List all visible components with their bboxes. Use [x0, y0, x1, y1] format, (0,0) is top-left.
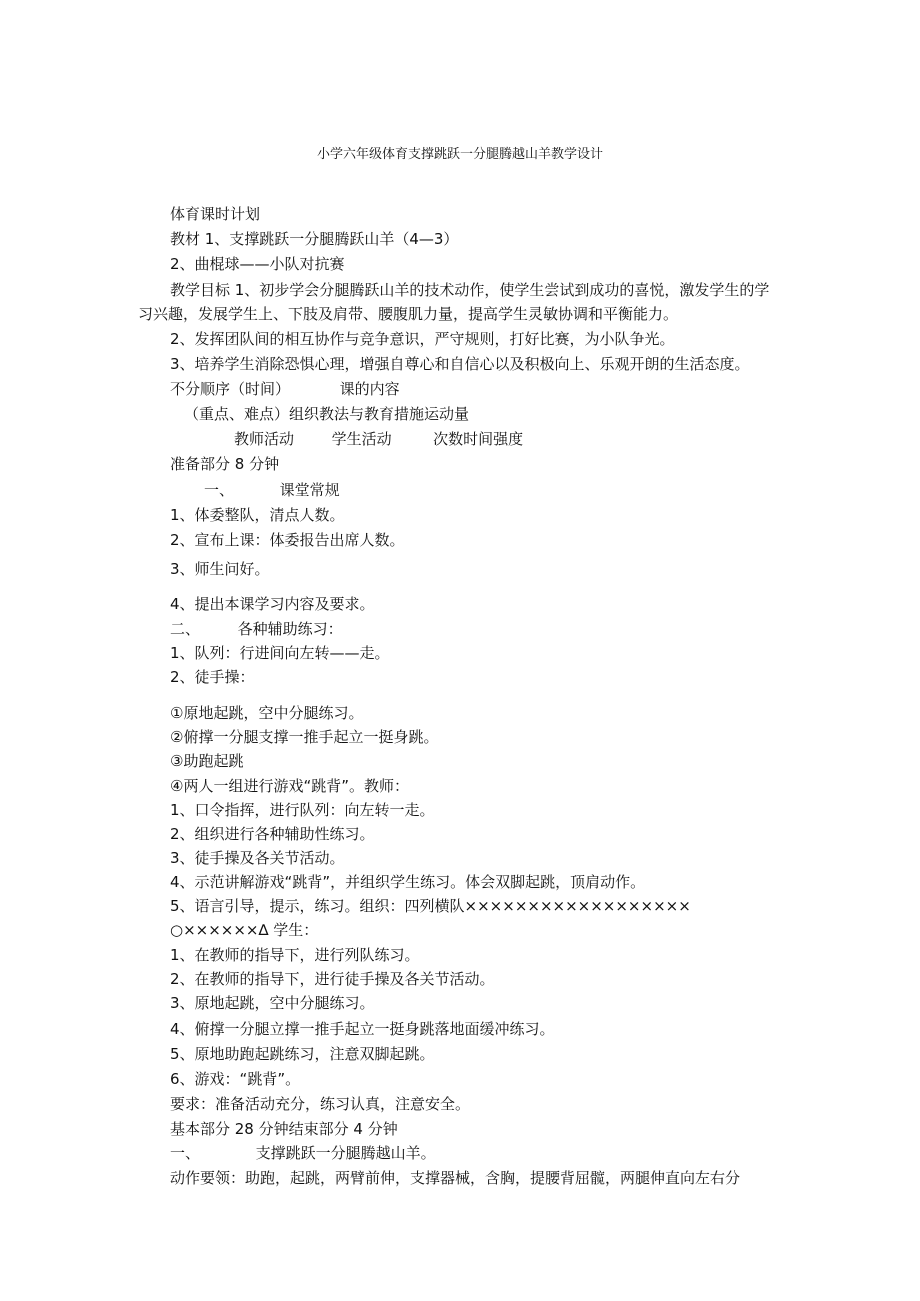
- routine-3: 3、师生问好。: [170, 560, 270, 578]
- student-4: 4、俯撑一分腿立撑一推手起立一挺身跳落地面缓冲练习。: [170, 1020, 555, 1038]
- document-title: 小学六年级体育支撑跳跃一分腿腾越山羊教学设计: [316, 147, 603, 162]
- circled-3: ③助跑起跳: [170, 752, 244, 770]
- material-line-1: 教材 1、支撑跳跃一分腿腾跃山羊（4—3）: [170, 230, 459, 248]
- section-1-number: 一、: [204, 481, 235, 499]
- aux-1: 1、队列：行进间向左转——走。: [170, 644, 390, 662]
- material-line-2: 2、曲棍球——小队对抗赛: [170, 255, 345, 273]
- circled-1: ①原地起跳，空中分腿练习。: [170, 704, 364, 722]
- essentials-line: 动作要领：助跑，起跳，两臂前伸，支撑器械，含胸，提腰背屈髋，两腿伸直向左右分: [170, 1169, 741, 1187]
- circled-4: ④两人一组进行游戏“跳背”。教师：: [170, 777, 409, 795]
- teacher-4: 4、示范讲解游戏“跳背”，并组织学生练习。体会双脚起跳，顶肩动作。: [170, 873, 646, 891]
- routine-2: 2、宣布上课：体委报告出席人数。: [170, 531, 405, 549]
- student-1: 1、在教师的指导下，进行列队练习。: [170, 946, 420, 964]
- goal-line-1b: 习兴趣，发展学生上、下肢及肩带、腰腹肌力量，提高学生灵敏协调和平衡能力。: [138, 305, 679, 323]
- basic-section-1: [170, 1143, 436, 1163]
- count-time-intensity-label: 次数时间强度: [433, 430, 524, 448]
- student-2: 2、在教师的指导下，进行徒手操及各关节活动。: [170, 970, 495, 988]
- basic-section-1-title: 支撑跳跃一分腿腾越山羊。: [255, 1144, 436, 1162]
- teacher-1: 1、口令指挥，进行队列：向左转一走。: [170, 801, 435, 819]
- keypoints-line: （重点、难点）组织教法与教育措施运动量: [184, 405, 470, 423]
- student-6: 6、游戏：“跳背”。: [170, 1070, 301, 1088]
- section-2-title: 各种辅助练习：: [237, 620, 343, 638]
- plan-heading: 体育课时计划: [170, 205, 261, 223]
- basic-section-1-number: 一、: [170, 1144, 201, 1162]
- teacher-activity-label: 教师活动: [234, 430, 295, 448]
- order-label: 不分顺序（时间）: [170, 380, 291, 398]
- prep-part: 准备部分 8 分钟: [170, 455, 280, 473]
- student-5: 5、原地助跑起跳练习，注意双脚起跳。: [170, 1045, 435, 1063]
- teacher-5: 5、语言引导，提示，练习。组织：四列横队××××××××××××××××××: [170, 897, 691, 915]
- routine-4: 4、提出本课学习内容及要求。: [170, 595, 375, 613]
- section-1-heading: [204, 480, 340, 500]
- formation-line: ○××××××∆ 学生：: [170, 921, 319, 939]
- activity-header: [234, 429, 523, 449]
- teacher-3: 3、徒手操及各关节活动。: [170, 849, 345, 867]
- content-label: 课的内容: [339, 380, 400, 398]
- aux-2: 2、徒手操：: [170, 668, 255, 686]
- goal-line-3: 3、培养学生消除恐惧心理，增强自尊心和自信心以及积极向上、乐观开朗的生活态度。: [170, 355, 750, 373]
- student-3: 3、原地起跳，空中分腿练习。: [170, 994, 375, 1012]
- order-line: [170, 379, 400, 399]
- goal-line-1a: 教学目标 1、初步学会分腿腾跃山羊的技术动作，使学生尝试到成功的喜悦，激发学生的学: [170, 281, 770, 299]
- requirement: 要求：准备活动充分，练习认真，注意安全。: [170, 1095, 471, 1113]
- goal-line-2: 2、发挥团队间的相互协作与竞争意识，严守规则，打好比赛，为小队争光。: [170, 330, 675, 348]
- student-activity-label: 学生活动: [331, 430, 392, 448]
- routine-1: 1、体委整队，清点人数。: [170, 506, 345, 524]
- section-2-heading: [170, 619, 343, 639]
- teacher-2: 2、组织进行各种辅助性练习。: [170, 825, 375, 843]
- section-2-number: 二、: [170, 620, 201, 638]
- circled-2: ②俯撑一分腿支撑一推手起立一挺身跳。: [170, 728, 439, 746]
- basic-part: 基本部分 28 分钟结束部分 4 分钟: [170, 1120, 398, 1138]
- section-1-title: 课堂常规: [279, 481, 340, 499]
